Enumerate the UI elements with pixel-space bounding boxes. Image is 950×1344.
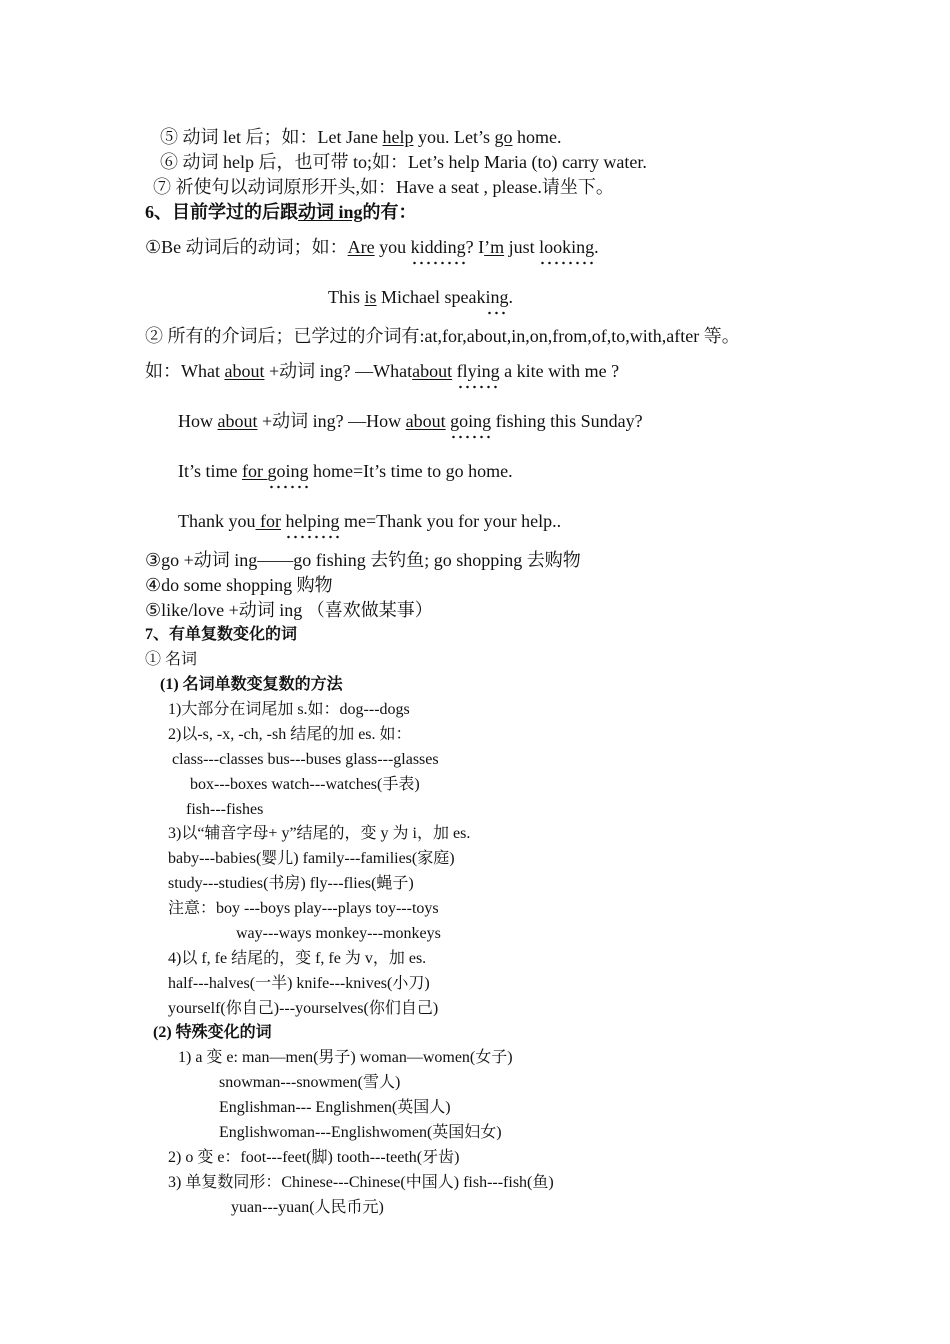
item-be-verb: ①Be 动词后的动词；如：Are you kidding? I’m just looking. xyxy=(145,238,599,256)
subheading-plural-methods: (1) 名词单数变复数的方法 xyxy=(160,676,343,693)
rule-6-help: ⑥ 动词 help 后，也可带 to;如：Let’s help Maria (to) carry water. xyxy=(160,152,647,172)
rule-7-imperative: ⑦ 祈使句以动词原形开头,如：Have a seat , please.请坐下。 xyxy=(153,177,614,197)
subheading-noun: ① 名词 xyxy=(145,651,198,668)
special-rule-line: 3) 单复数同形：Chinese---Chinese(中国人) fish---fish(鱼) xyxy=(168,1174,554,1191)
plural-rule-line: class---classes bus---buses glass---glasses xyxy=(172,751,439,768)
plural-rule-line: 注意：boy ---boys play---plays toy---toys xyxy=(168,900,439,917)
rule-5-let: ⑤ 动词 let 后；如：Let Jane help you. Let’s go home. xyxy=(160,127,562,147)
item-do-shopping: ④do some shopping 购物 xyxy=(145,575,333,595)
section-6-heading: 6、目前学过的后跟动词 ing的有： xyxy=(145,202,417,222)
subheading-special-changes: (2) 特殊变化的词 xyxy=(153,1024,272,1041)
special-rule-line: snowman---snowmen(雪人) xyxy=(219,1074,401,1091)
item-like-love: ⑤like/love +动词 ing （喜欢做某事） xyxy=(145,600,433,620)
plural-rule-line: 1)大部分在词尾加 s.如：dog---dogs xyxy=(168,701,410,718)
plural-rule-line: study---studies(书房) fly---flies(蝇子) xyxy=(168,875,414,892)
plural-rule-line: 4)以 f, fe 结尾的，变 f, fe 为 v，加 es. xyxy=(168,950,427,967)
item-prepositions: ② 所有的介词后；已学过的介词有:at,for,about,in,on,from,of,to,with,after 等。 xyxy=(145,326,740,346)
plural-rule-line: 3)以“辅音字母+ y”结尾的，变 y 为 i，加 es. xyxy=(168,825,471,842)
example-michael: This is Michael speaking. xyxy=(328,288,513,306)
plural-rule-line: yourself(你自己)---yourselves(你们自己) xyxy=(168,1000,439,1017)
plural-rule-line: way---ways monkey---monkeys xyxy=(236,925,441,942)
section-7-heading: 7、有单复数变化的词 xyxy=(145,626,298,643)
plural-rule-line: half---halves(一半) knife---knives(小刀) xyxy=(168,975,430,992)
special-rule-line: 2) o 变 e：foot---feet(脚) tooth---teeth(牙齿) xyxy=(168,1149,460,1166)
plural-rule-line: box---boxes watch---watches(手表) xyxy=(190,776,420,793)
example-how-about: How about +动词 ing? —How about going fishing this Sunday? xyxy=(178,412,643,430)
example-what-about: 如：What about +动词 ing? —Whatabout flying a kite with me ? xyxy=(145,362,619,380)
plural-rule-line: 2)以-s, -x, -ch, -sh 结尾的加 es. 如： xyxy=(168,726,412,743)
special-rule-line: Englishwoman---Englishwomen(英国妇女) xyxy=(219,1124,502,1141)
special-rule-line: Englishman--- Englishmen(英国人) xyxy=(219,1099,451,1116)
item-go-ing: ③go +动词 ing——go fishing 去钓鱼; go shopping 去购物 xyxy=(145,550,581,570)
plural-rule-line: fish---fishes xyxy=(186,801,264,818)
example-thank-you: Thank you for helping me=Thank you for your help.. xyxy=(178,512,561,530)
special-rule-line: yuan---yuan(人民币元) xyxy=(231,1199,384,1216)
example-its-time: It’s time for going home=It’s time to go home. xyxy=(178,462,513,480)
plural-rule-line: baby---babies(婴儿) family---families(家庭) xyxy=(168,850,455,867)
special-rule-line: 1) a 变 e: man—men(男子) woman—women(女子) xyxy=(178,1049,513,1066)
